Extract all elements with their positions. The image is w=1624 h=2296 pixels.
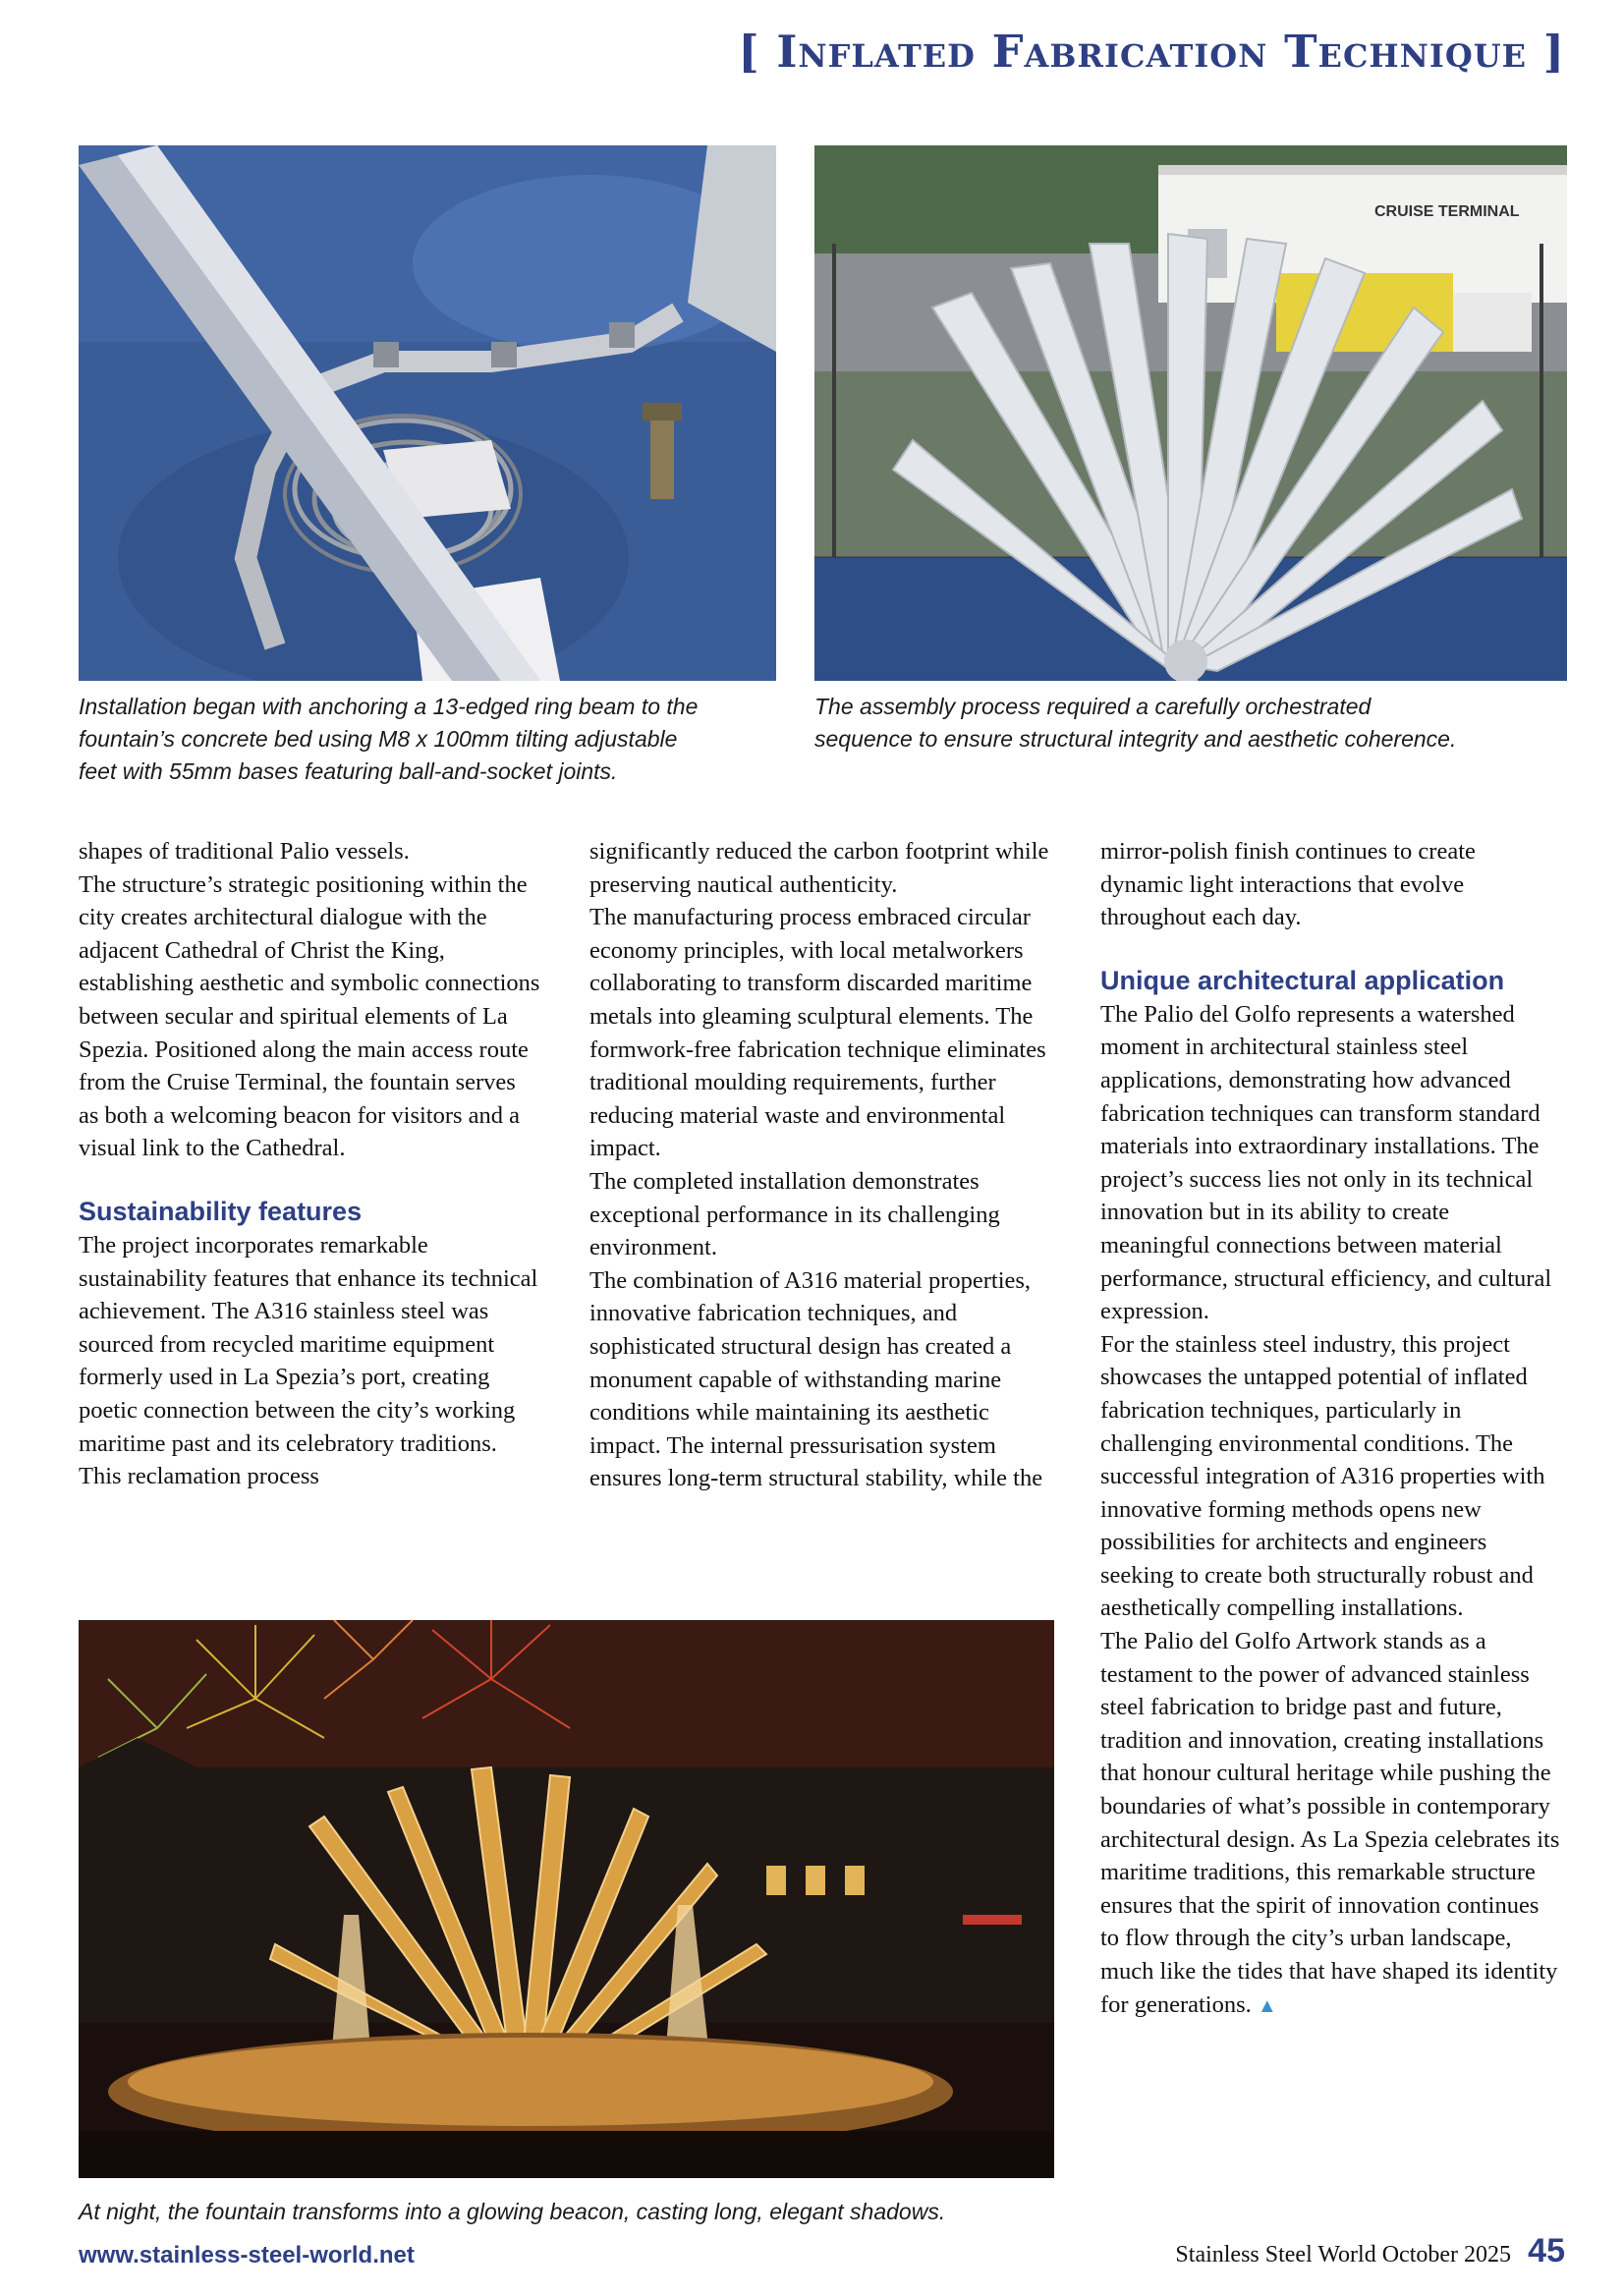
paragraph: For the stainless steel industry, this project showcases the untapped potential of inflated fabrication techniques, particularly in challenging environmental conditions. The successful integration of A316 properties with innovative forming methods opens new possibilities for architects and engineers seeking to create both structurally robust and aesthetically compelling installations. [1100,1330,1545,1622]
paragraph: mirror-polish finish continues to create dynamic light interactions that evolve throughout each day. [1100,838,1476,931]
paragraph-text: The Palio del Golfo Artwork stands as a testament to the power of advanced stainless steel fabrication to bridge past and future, tradition and innovation, creating installations that honour cultural heritage while pushing the boundaries of what’s possible in contemporary architectural design. As La Spezia celebrates its maritime traditions, this remarkable structure ensures that the spirit of innovation continues to flow through the city’s urban landscape, much like the tides that have shaped its identity for generations. [1100,1628,1560,2018]
caption-fountain-night: At night, the fountain transforms into a glowing beacon, casting long, elegant shadows. [79,2199,946,2224]
paragraph: The manufacturing process embraced circular economy principles, with local metalworkers collaborating to transform discarded maritime metals into gleaming sculptural elements. The formwork-free fabrication technique eliminates traditional moulding requirements, further reducing material waste and environmental impact. [589,904,1046,1162]
photo-fountain-night [79,1620,1054,2178]
caption-assembly [814,691,1571,756]
footer-website-link[interactable]: www.stainless-steel-world.net [79,2242,415,2268]
subheading-sustainability: Sustainability features [79,1196,363,1226]
photo-assembly-cruise-terminal [814,145,1567,681]
caption-line: fountain’s concrete bed using M8 x 100mm tilting adjustable [79,726,678,752]
section-title: [ Inflated Fabrication Technique ] [738,26,1565,78]
text-column-1 [79,835,540,1493]
footer-magazine-issue: Stainless Steel World October 2025 [1175,2242,1511,2268]
cruise-terminal-sign: CRUISE TERMINAL [1374,203,1520,220]
photo-ring-beam-installation [79,145,776,681]
caption-line: feet with 55mm bases featuring ball-and-socket joints. [79,758,618,784]
caption-line: Installation began with anchoring a 13-edged ring beam to the [79,694,699,719]
caption-line: sequence to ensure structural integrity and aesthetic coherence. [814,726,1457,752]
paragraph: The completed installation demonstrates exceptional performance in its challenging environment. [589,1167,1000,1261]
paragraph: The structure’s strategic positioning within the city creates architectural dialogue with the adjacent Cathedral of Christ the King, establishing aesthetic and symbolic connections between secular and spiritual elements of La Spezia. Positioned along the main access route from the Cruise Terminal, the fountain serves as both a welcoming beacon for visitors and a visual link to the Cathedral. [79,870,540,1162]
end-of-article-icon: ▲ [1257,1994,1277,2017]
paragraph: The project incorporates remarkable sustainability features that enhance its technical achievement. The A316 stainless steel was sourced from recycled maritime equipment formerly used in La Spezia’s port, creating poetic connection between the city’s working maritime past and its celebratory traditions. This reclamation process [79,1231,538,1490]
subheading-unique-application: Unique architectural application [1100,965,1505,995]
paragraph: The combination of A316 material properties, innovative fabrication techniques, and sophisticated structural design has created a monument capable of withstanding marine conditions while maintaining its aesthetic impact. The internal pressurisation system ensures long-term structural stability, while the [589,1266,1043,1492]
paragraph [1100,1625,1562,2023]
page-number: 45 [1528,2232,1565,2269]
caption-line: The assembly process required a carefully orchestrated [814,694,1372,719]
paragraph: The Palio del Golfo represents a watershed moment in architectural stainless steel applications, demonstrating how advanced fabrication techniques can transform standard materials into extraordinary installations. The project’s success lies not only in its technical innovation but in its ability to create meaningful connections between material performance, structural efficiency, and cultural expression. [1100,1000,1552,1325]
text-column-2 [589,835,1051,1495]
text-column-3 [1100,835,1562,2023]
caption-ring-beam [79,691,786,788]
paragraph: significantly reduced the carbon footprint while preserving nautical authenticity. [589,838,1049,898]
paragraph: shapes of traditional Palio vessels. [79,838,410,865]
